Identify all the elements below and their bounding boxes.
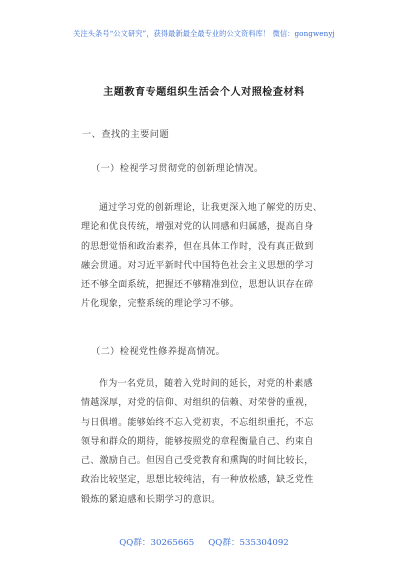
sub-heading-2: （二）检视党性修养提高情况。 <box>91 346 226 357</box>
paragraph-line: 领导和群众的期待，能够按照党的章程衡量自己、约束自 <box>81 436 314 447</box>
paragraph-line: 片化现象，完整系统的理论学习不够。 <box>81 299 240 310</box>
paragraph-line: 与日俱增。能够始终不忘入党初衷，不忘组织重托，不忘 <box>81 417 314 428</box>
qq-group-2: QQ群：535304092 <box>208 538 289 548</box>
paragraph-line: 融会贯通。对习近平新时代中国特色社会主义思想的学习 <box>81 260 314 271</box>
footer-qq-groups <box>0 536 408 548</box>
paragraph-line: 作为一名党员，随着入党时间的延长，对党的朴素感 <box>99 379 313 389</box>
header-banner: 关注头条号“公文研究”，获得最新最全最专业的公文资料库！ 微信：gongwenyj <box>73 29 335 38</box>
paragraph-line: 情越深厚，对党的信仰、对组织的信赖、对荣誉的重视， <box>81 398 314 409</box>
qq-group-1: QQ群：30265665 <box>119 538 195 548</box>
paragraph-1 <box>81 199 327 315</box>
sub-heading-1: （一）检视学习贯彻党的创新理论情况。 <box>91 163 264 174</box>
paragraph-line: 政治比较坚定，思想比较纯洁，有一种放松感，缺乏党性 <box>81 475 314 486</box>
paragraph-2 <box>81 375 327 510</box>
document-title: 主题教育专题组织生活会个人对照检查材料 <box>103 87 305 98</box>
paragraph-line: 锻炼的紧迫感和长期学习的意识。 <box>81 494 221 505</box>
paragraph-line: 理论和优良传统，增强对党的认同感和归属感，提高自身 <box>81 222 314 233</box>
paragraph-line: 还不够全面系统，把握还不够精准到位，思想认识存在碎 <box>81 280 314 291</box>
section-heading: 一、查找的主要问题 <box>82 129 170 140</box>
paragraph-line: 通过学习党的创新理论，让我更深入地了解党的历史、 <box>99 203 323 213</box>
paragraph-line: 己、激励自己。但因自己受党教育和熏陶的时间比较长， <box>81 456 314 467</box>
paragraph-line: 的思想觉悟和政治素养，但在具体工作时，没有真正做到 <box>81 241 314 252</box>
